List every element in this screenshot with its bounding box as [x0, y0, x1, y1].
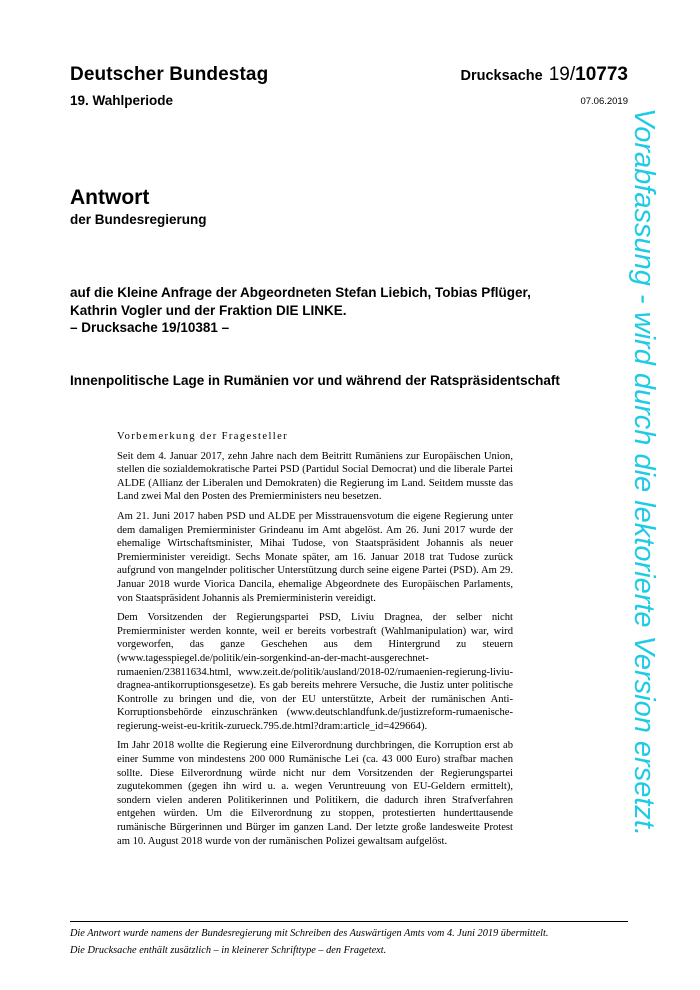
body-paragraph: Dem Vorsitzenden der Regierungspartei PSD, Liviu Dragnea, der selber nicht Premierminister werden konnte, weil er bereits vorbestraft (Wahlmanipulation) war, wird vorgeworfen, das ganze Geschehen aus dem Hintergrund zu steuern (www.tagesspiegel.de/politik/ein-sorgenkind-an-der-macht-ausgerechnet-rumaenien/23811634.html, www.zeit.de/politik/ausland/2018-02/rumaenien-regierung-liviu-dragnea-antikorruptionsgesetze). Es gab bereits mehrere Versuche, die Justiz unter politische Kontrolle zu bringen und die, von der EU unterstützte, Arbeit der rumänischen Anti-Korruptionsbehörde einzuschränken (www.deutschlandfunk.de/justizreform-rumaenische-regierung-weist-eu-kritik-zurueck.795.de.html?dram:article_id=429664).: [117, 612, 513, 732]
document-label: Drucksache: [460, 68, 543, 84]
inquiry-line-3: – Drucksache 19/10381 –: [70, 320, 230, 335]
document-number-value: 10773: [575, 64, 628, 85]
body-paragraph: Im Jahr 2018 wollte die Regierung eine Eilverordnung durchbringen, die Korruption erst ab einer Summe von mindestens 200 000 Rumänische Lei (ca. 43 000 Euro) strafbar machen sollte. Diese Eilverordnung würde nicht nur dem Vorsitzenden der Regierungspartei zugutekommen (gegen ihn wird u. a. wegen Veruntreuung von EU-Geldern ermittelt), sondern vielen anderen Politikerinnen und Politikern, die dadurch ihren Strafverfahren entgehen würden. Um die Eilverordnung zu stoppen, protestierten hunderttausende rumänische Bürgerinnen und Bürger im ganzen Land. Der letzte große landesweite Protest am 10. August 2018 wurde von der rumänischen Polizei gewaltsam aufgelöst.: [117, 740, 513, 847]
preliminary-version-watermark: Vorabfassung - wird durch die lektorierte Version ersetzt.: [628, 108, 660, 837]
topic-heading: Innenpolitische Lage in Rumänien vor und während der Ratspräsidentschaft: [70, 373, 560, 388]
institution-title: Deutscher Bundestag: [70, 64, 269, 85]
inquiry-line-1: auf die Kleine Anfrage der Abgeordneten Stefan Liebich, Tobias Pflüger,: [70, 285, 531, 300]
inquiry-line-2: Kathrin Vogler und der Fraktion DIE LINKE.: [70, 302, 347, 318]
answer-title: Antwort: [70, 186, 150, 209]
footnote-question-text: Die Drucksache enthält zusätzlich – in kleinerer Schrifttype – den Fragetext.: [70, 945, 387, 956]
footnote-transmission: Die Antwort wurde namens der Bundesregierung mit Schreiben des Auswärtigen Amts vom 4. Juni 2019 übermittelt.: [70, 928, 549, 939]
document-prefix: 19/: [548, 64, 576, 85]
body-paragraph: Am 21. Juni 2017 haben PSD und ALDE per Misstrauensvotum die eigene Regierung unter dem damaligen Premierminister Grindeanu im Amt abgelöst. Am 26. Juni 2017 wurde der ehemalige Wirtschaftsminister, Mihai Tudose, von Staatspräsident Johannis als neuer Premierminister vereidigt. Sechs Monate später, am 16. Januar 2018 trat Tudose zurück aufgrund von mangelnder politischer Unterstützung durch seine eigene Partei (PSD). Am 29. Januar 2018 wurde Viorica Dancila, ehemalige Abgeordnete des Europäischen Parlaments, von Staatspräsident Johannis als Premierministerin vereidigt.: [117, 510, 513, 604]
document-date: 07.06.2019: [580, 96, 628, 107]
body-text: [117, 430, 513, 854]
legislative-period: 19. Wahlperiode: [70, 93, 174, 108]
footnote-divider: [70, 921, 628, 922]
inquiry-reference: [70, 284, 590, 337]
preliminary-remark-heading: Vorbemerkung der Fragesteller: [117, 431, 289, 442]
answer-subtitle: der Bundesregierung: [70, 212, 207, 227]
document-number: [461, 64, 628, 86]
body-paragraph: Seit dem 4. Januar 2017, zehn Jahre nach dem Beitritt Rumäniens zur Europäischen Union, stellen die sozialdemokratische Partei PSD (Partidul Social Democrat) und die liberale Partei ALDE (Allianz der Liberalen und Demokraten) die Regierung im Land. Seitdem musste das Land zwei Mal den Posten des Premierministers neu besetzen.: [117, 450, 513, 503]
